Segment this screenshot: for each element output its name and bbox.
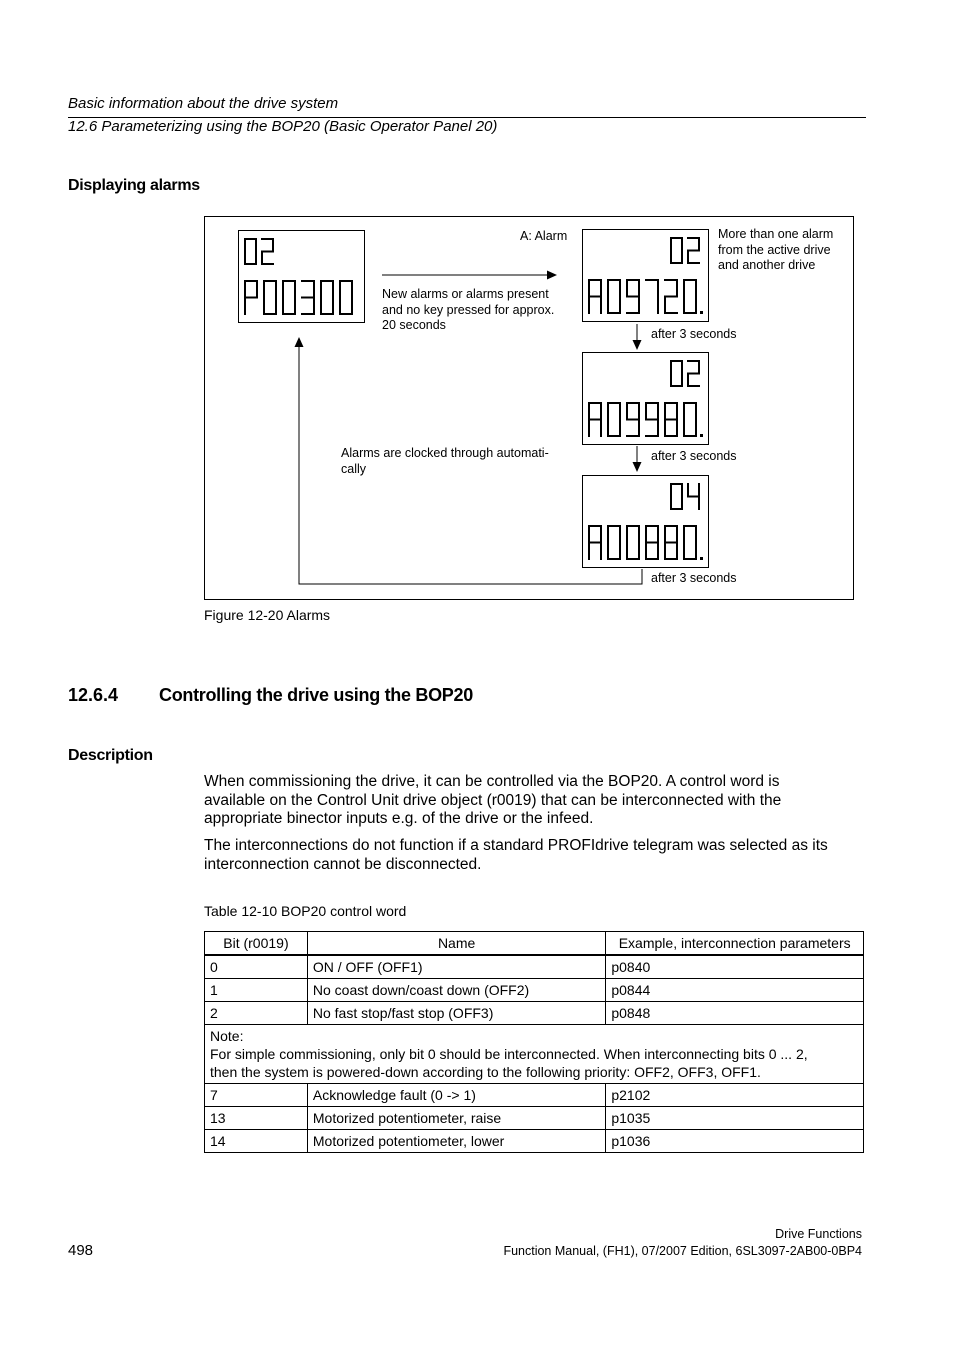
table-row: [205, 1084, 864, 1107]
cell-bit: 14: [205, 1130, 308, 1153]
display-top-digit: [688, 238, 699, 263]
label-alarm: A: Alarm: [520, 229, 568, 243]
display-bottom-digit: [608, 280, 620, 313]
display-bottom-digit: [589, 403, 601, 436]
description-paragraph-1: When commissioning the drive, it can be controlled via the BOP20. A control word is available on the Control Unit drive object (r0019) that can be interconnected with the appropriate binector inputs e.g. of the drive or the infeed.: [204, 773, 782, 827]
display-top-digit: [671, 484, 682, 509]
label-after-3s-3: after 3 seconds: [651, 571, 737, 585]
description-heading: Description: [68, 747, 153, 764]
cell-bit: 13: [205, 1107, 308, 1130]
display-bottom-digit: [589, 526, 601, 559]
description-paragraph-2: The interconnections do not function if a standard PROFIdrive telegram was selected as its interconnection cannot be disconnected.: [204, 837, 828, 873]
cell-param: p0848: [606, 1002, 864, 1025]
decimal-point-indicator: [700, 434, 703, 437]
display-top-digit: [671, 361, 682, 386]
display-bottom-digit: [646, 403, 658, 436]
cell-name: Acknowledge fault (0 -> 1): [307, 1084, 605, 1107]
display-bottom-digit: [665, 526, 677, 559]
label-new-alarms: New alarms or alarms present and no key pressed for approx. 20 seconds: [382, 287, 555, 332]
cell-name: No coast down/coast down (OFF2): [307, 979, 605, 1002]
col-header-bit: Bit (r0019): [205, 932, 308, 956]
decimal-point-indicator: [700, 311, 703, 314]
display-top-digit: [262, 239, 273, 264]
label-after-3s-1: after 3 seconds: [651, 327, 737, 341]
cell-param: p1036: [606, 1130, 864, 1153]
arrowhead-down-1: [633, 340, 642, 350]
display-bottom-digit: [665, 280, 677, 313]
display-bottom-digit: [608, 403, 620, 436]
footer-edition: Function Manual, (FH1), 07/2007 Edition, 6SL3097-2AB00-0BP4: [503, 1244, 862, 1258]
display-top-digit: [688, 361, 699, 386]
display-bottom-digit: [608, 526, 620, 559]
col-header-example: Example, interconnection parameters: [606, 932, 864, 956]
display-bottom-digit: [589, 280, 601, 313]
display-bottom-digit: [627, 403, 639, 436]
note-line-1: For simple commissioning, only bit 0 should be interconnected. When interconnecting bits 0 ... 2,: [210, 1046, 808, 1062]
arrowhead-up: [295, 337, 304, 347]
display-top-digit: [245, 239, 256, 264]
arrowhead-down-2: [633, 462, 642, 472]
label-clocked-through: Alarms are clocked through automati- cally: [341, 446, 549, 476]
bop-display-a00880: [582, 475, 709, 568]
bop-display-a09720: [582, 229, 709, 322]
section-title: Controlling the drive using the BOP20: [159, 685, 473, 705]
display-bottom-digit: [245, 281, 257, 314]
table-caption: Table 12-10 BOP20 control word: [204, 903, 407, 919]
table-row: [205, 955, 864, 979]
seven-segment-readout: [583, 353, 708, 444]
cell-name: Motorized potentiometer, lower: [307, 1130, 605, 1153]
cell-param: p0840: [606, 955, 864, 979]
decimal-point-indicator: [700, 557, 703, 560]
cell-param: p2102: [606, 1084, 864, 1107]
figure-caption: Figure 12-20 Alarms: [204, 607, 331, 623]
cell-name: Motorized potentiometer, raise: [307, 1107, 605, 1130]
display-top-digit: [688, 484, 699, 509]
seven-segment-readout: [583, 476, 708, 567]
cell-name: No fast stop/fast stop (OFF3): [307, 1002, 605, 1025]
col-header-name: Name: [307, 932, 605, 956]
cell-bit: 1: [205, 979, 308, 1002]
page-number: 498: [68, 1242, 94, 1259]
display-bottom-digit: [264, 281, 276, 314]
displaying-alarms-heading: Displaying alarms: [68, 177, 200, 194]
table-row: [205, 1130, 864, 1153]
label-after-3s-2: after 3 seconds: [651, 449, 737, 463]
display-bottom-digit: [340, 281, 352, 314]
table-row: [205, 1107, 864, 1130]
label-more-than-one: More than one alarm from the active drive and another drive: [718, 227, 834, 272]
cell-param: p0844: [606, 979, 864, 1002]
bop-display-p00300: [238, 230, 365, 323]
table-row: [205, 979, 864, 1002]
arrowhead-right: [547, 271, 557, 280]
note-line-2: then the system is powered-down according to the following priority: OFF2, OFF3, OFF1.: [210, 1064, 761, 1080]
table-row: [205, 1002, 864, 1025]
cell-param: p1035: [606, 1107, 864, 1130]
cell-bit: 0: [205, 955, 308, 979]
section-number: 12.6.4: [68, 685, 119, 705]
display-bottom-digit: [684, 403, 696, 436]
display-bottom-digit: [684, 280, 696, 313]
display-bottom-digit: [646, 526, 658, 559]
footer-title: Drive Functions: [775, 1227, 862, 1241]
running-header-section: 12.6 Parameterizing using the BOP20 (Basic Operator Panel 20): [68, 118, 498, 135]
table-note-row: [205, 1025, 864, 1084]
seven-segment-readout: [239, 231, 364, 322]
display-top-digit: [671, 238, 682, 263]
display-bottom-digit: [665, 403, 677, 436]
alarms-figure: [204, 216, 854, 600]
display-bottom-digit: [627, 280, 639, 313]
display-bottom-digit: [321, 281, 333, 314]
display-bottom-digit: [627, 526, 639, 559]
table-header-row: [205, 932, 864, 956]
cell-name: ON / OFF (OFF1): [307, 955, 605, 979]
display-bottom-digit: [302, 281, 314, 314]
bop-display-a09980: [582, 352, 709, 445]
note-cell: Note: For simple commissioning, only bit 0 should be interconnected. When interconnecting bits 0 ... 2, then the system is powered-down according to the following priority: OFF2, OFF3, OFF1.: [205, 1025, 864, 1084]
running-header-chapter: Basic information about the drive system: [68, 95, 339, 112]
display-bottom-digit: [646, 280, 658, 313]
note-label: Note: [210, 1028, 240, 1044]
cell-bit: 2: [205, 1002, 308, 1025]
cell-bit: 7: [205, 1084, 308, 1107]
display-bottom-digit: [684, 526, 696, 559]
seven-segment-readout: [583, 230, 708, 321]
bop20-control-word-table: [204, 931, 864, 1153]
display-bottom-digit: [283, 281, 295, 314]
